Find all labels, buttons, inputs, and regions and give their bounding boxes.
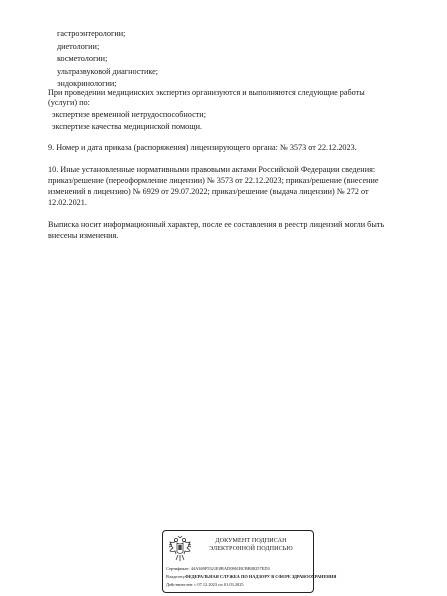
list-item: эндокринологии; (57, 79, 117, 88)
section-9-text: 9. Номер и дата приказа (распоряжения) лицензирующего органа: № 3573 от 22.12.2023. (48, 143, 357, 152)
stamp-validity (166, 582, 310, 587)
valid-label: Действителен: (166, 582, 194, 587)
valid-value: с 07.12.2023 по 01.03.2025 (194, 582, 244, 587)
owner-value: ФЕДЕРАЛЬНАЯ СЛУЖБА ПО НАДЗОРУ В СФЕРЕ ЗДРАВООХРАНЕНИЯ (184, 574, 337, 579)
paragraph-line: При проведении медицинских экспертиз организуются и выполняются следующие работы (48, 88, 365, 97)
stamp-certificate (166, 566, 310, 571)
paragraph-line: (услуги) по: (48, 98, 90, 107)
section-10-text: приказ/решение (переоформление лицензии) № 3573 от 22.12.2023; приказ/решение (внесение (48, 176, 379, 185)
stamp-subtitle: ЭЛЕКТРОННОЙ ПОДПИСЬЮ (209, 546, 293, 552)
list-item: экспертизе качества медицинской помощи. (52, 122, 203, 131)
stamp-owner (166, 574, 337, 579)
section-10-text: 12.02.2021. (48, 198, 87, 207)
stamp-title: ДОКУМЕНТ ПОДПИСАН (215, 538, 287, 544)
list-item: косметологии; (57, 54, 108, 63)
list-item: ультразвуковой диагностике; (57, 67, 159, 76)
note-text: Выписка носит информационный характер, после ее составления в реестр лицензий могли быть (48, 220, 385, 229)
list-item: гастроэнтерологии; (57, 29, 126, 38)
list-item: экспертизе временной нетрудоспособности; (52, 110, 206, 119)
list-item: диетологии; (57, 42, 100, 51)
cert-value: 44A369F5521E0BAD0861BCBB08257ED3 (190, 566, 270, 571)
owner-label: Владелец: (166, 574, 185, 579)
coat-of-arms-icon (167, 534, 193, 564)
cert-label: Сертификат: (166, 566, 190, 571)
note-text: внесены изменения. (48, 231, 119, 240)
electronic-signature-stamp (162, 530, 337, 593)
section-10-text: изменений в лицензию) № 6929 от 29.07.2022; приказ/решение (выдача лицензии) № 272 от (48, 187, 369, 196)
section-10-text: 10. Иные установленные нормативными правовыми актами Российской Федерации сведения: (48, 165, 376, 174)
